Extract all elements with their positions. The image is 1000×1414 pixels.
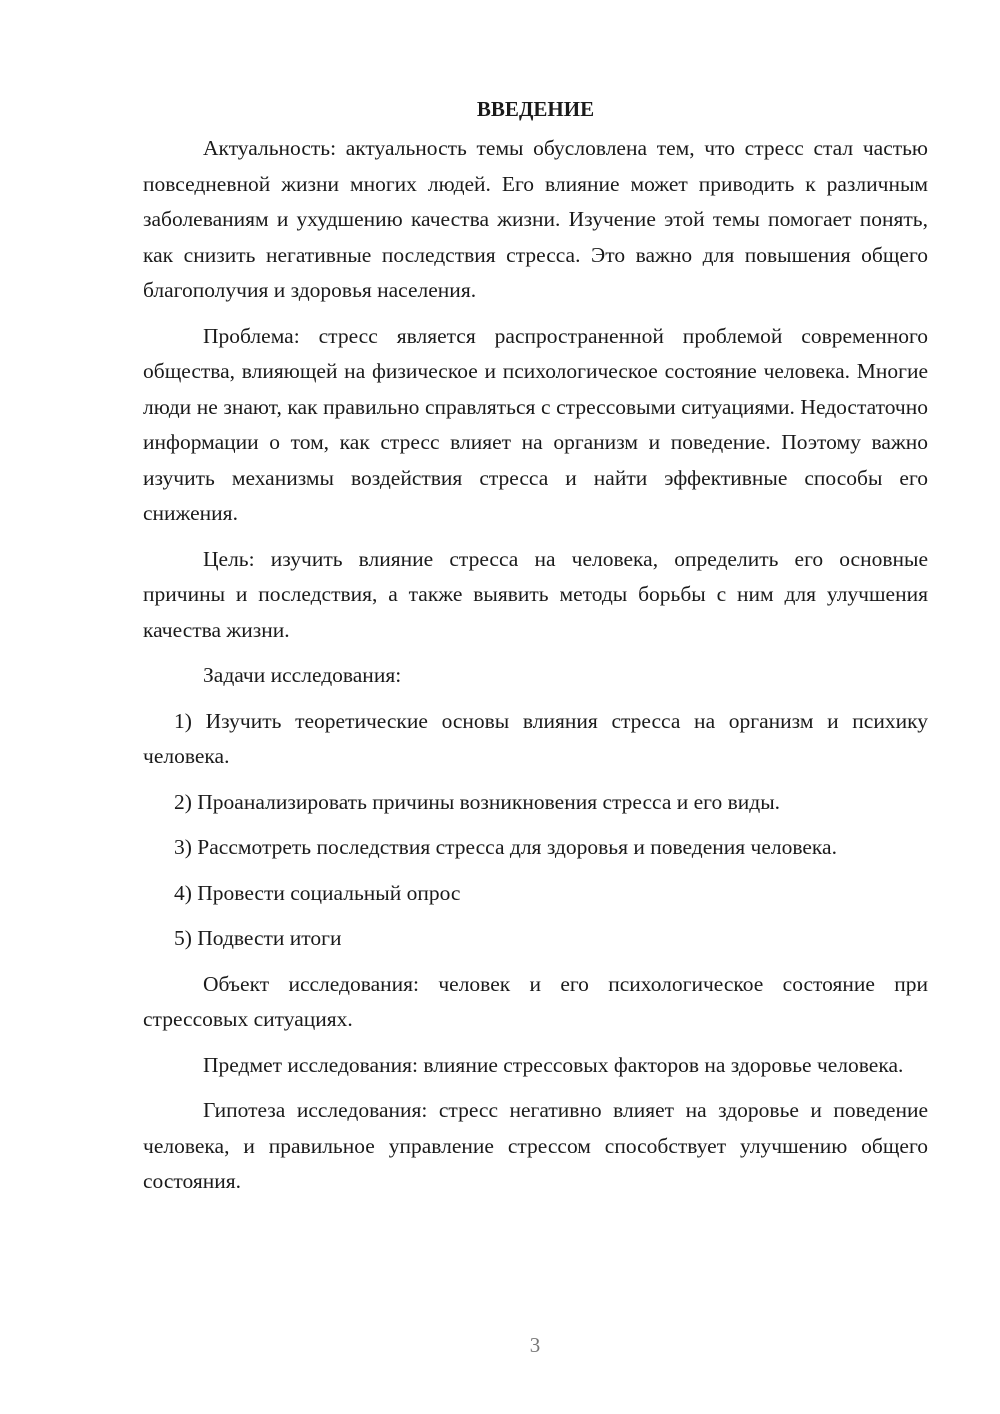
paragraph-problem: Проблема: стресс является распространенной проблемой современного общества, влияющей на физическое и психологическое состояние человека. Многие люди не знают, как правильно справляться с стрессовыми ситуациями. Недостаточно информации о том, как стресс влияет на организм и поведение. Поэтому важно изучить механизмы воздействия стресса и найти эффективные способы его снижения. — [143, 323, 928, 525]
page-title: ВВЕДЕНИЕ — [476, 97, 595, 121]
page-number: 3 — [529, 1333, 541, 1357]
list-item: 4) Провести социальный опрос — [174, 880, 461, 905]
paragraph-relevance: Актуальность: актуальность темы обусловлена тем, что стресс стал частью повседневной жизни многих людей. Его влияние может приводить к различным заболеваниям и ухудшению качества жизни. Изучение этой темы помогает понять, как снизить негативные последствия стресса. Это важно для повышения общего благополучия и здоровья населения. — [143, 136, 928, 302]
list-item: 3) Рассмотреть последствия стресса для здоровья и поведения человека. — [174, 835, 837, 859]
list-item: 1) Изучить теоретические основы влияния стресса на организм и психику человека. — [143, 708, 928, 768]
paragraph-subject: Предмет исследования: влияние стрессовых факторов на здоровье человека. — [203, 1052, 904, 1077]
document-page — [143, 92, 928, 1210]
paragraph-tasks-heading: Задачи исследования: — [203, 663, 402, 687]
paragraph-goal: Цель: изучить влияние стресса на человека, определить его основные причины и последствия, а также выявить методы борьбы с ним для улучшения качества жизни. — [143, 546, 928, 642]
paragraph-hypothesis: Гипотеза исследования: стресс негативно влияет на здоровье и поведение человека, и правильное управление стрессом способствует улучшению общего состояния. — [143, 1098, 928, 1193]
list-item: 5) Подвести итоги — [174, 926, 342, 950]
list-item: 2) Проанализировать причины возникновения стресса и его виды. — [174, 789, 781, 814]
paragraph-object: Объект исследования: человек и его психологическое состояние при стрессовых ситуациях. — [143, 971, 928, 1031]
